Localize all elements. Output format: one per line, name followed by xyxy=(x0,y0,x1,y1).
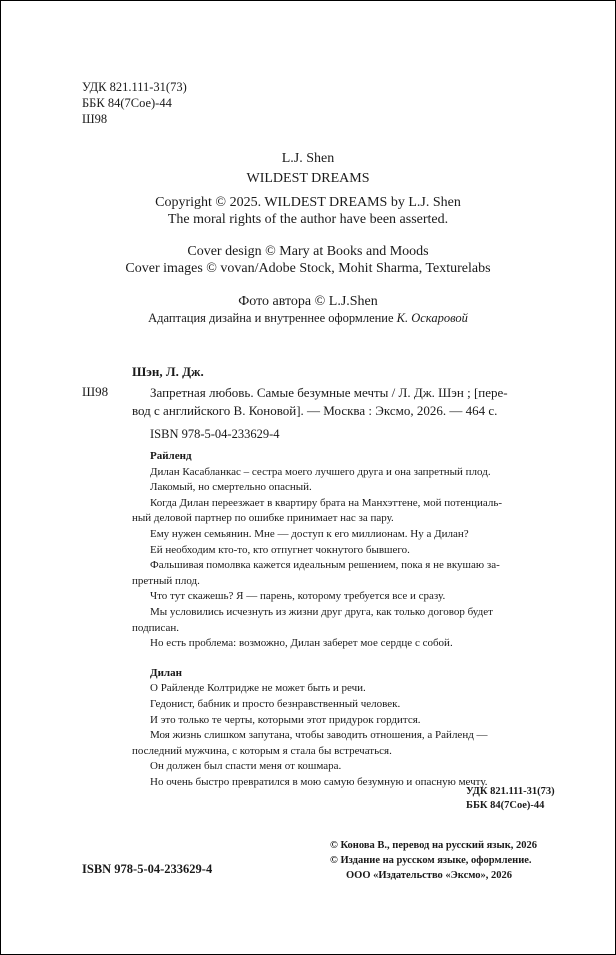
catalog-author-mark: Ш98 xyxy=(82,384,109,399)
dylan-line: Он должен был спасти меня от кошмара. xyxy=(150,760,342,773)
credits-en xyxy=(0,150,616,327)
isbn-bottom: ISBN 978-5-04-233629-4 xyxy=(82,862,213,876)
copyright-line: Copyright © 2025. WILDEST DREAMS by L.J. Shen xyxy=(155,195,461,210)
adaptation-text: Адаптация дизайна и внутреннее оформление xyxy=(148,311,394,325)
ryland-line: Мы условились исчезнуть из жизни друг друга, как только договор будет xyxy=(150,605,493,618)
adaptation-line xyxy=(0,310,616,327)
dylan-line: Но очень быстро превратился в мою самую безумную и опасную мечту. xyxy=(150,775,488,788)
codes-right xyxy=(466,785,555,813)
dylan-line: И это только те черты, которыми этот придурок гордится. xyxy=(150,713,421,726)
copyright-block xyxy=(330,838,537,883)
ryland-line: Дилан Касабланкас – сестра моего лучшего друга и она запретный плод. xyxy=(150,465,491,478)
bbk-code-right: ББК 84(7Сое)-44 xyxy=(466,800,545,811)
ryland-line: претный плод. xyxy=(132,574,200,587)
dylan-line: Моя жизнь слишком запутана, чтобы заводить отношения, а Райленд — xyxy=(150,729,488,742)
ryland-line: ный деловой партнер по ошибке принимает нас за пару. xyxy=(132,512,394,525)
dylan-line: О Райленде Колтридже не может быть и речи. xyxy=(150,682,366,695)
moral-rights: The moral rights of the author have been asserted. xyxy=(167,212,449,227)
udk-code: УДК 821.111-31(73) xyxy=(82,80,187,94)
catalog-title-1: Запретная любовь. Самые безумные мечты / Л. Дж. Шэн ; [пере- xyxy=(150,385,508,400)
ryland-line: Лакомый, но смертельно опасный. xyxy=(150,481,312,494)
catalog-author: Шэн, Л. Дж. xyxy=(132,364,204,379)
dylan-line: Гедонист, бабник и просто безнравственный человек. xyxy=(150,697,401,710)
ryland-line: Ему нужен семьянин. Мне — доступ к его миллионам. Ну а Дилан? xyxy=(150,527,469,540)
catalog-title-2: вод с английского В. Коновой]. — Москва : Эксмо, 2026. — 464 с. xyxy=(132,403,498,418)
ryland-line: подписан. xyxy=(132,621,179,634)
copyright-publisher: ООО «Издательство «Эксмо», 2026 xyxy=(346,870,513,881)
catalog-isbn: ISBN 978-5-04-233629-4 xyxy=(150,427,280,441)
cover-images: Cover images © vovan/Adobe Stock, Mohit Sharma, Texturelabs xyxy=(125,261,491,276)
dylan-heading: Дилан xyxy=(150,666,182,679)
bbk-code: ББК 84(7Сое)-44 xyxy=(82,96,172,110)
ryland-line: Но есть проблема: возможно, Дилан заберет мое сердце с собой. xyxy=(150,637,453,650)
ryland-line: Когда Дилан переезжает в квартиру брата на Манхэттене, мой потенциаль- xyxy=(150,496,503,509)
dylan-line: последний мужчина, с которым я стала бы встречаться. xyxy=(132,744,392,757)
title-en: WILDEST DREAMS xyxy=(246,171,370,186)
cover-design: Cover design © Mary at Books and Moods xyxy=(187,244,429,259)
ryland-heading: Райленд xyxy=(150,450,192,462)
adaptation-person: К. Оскаровой xyxy=(396,311,468,325)
author-mark: Ш98 xyxy=(82,112,108,126)
udk-code-right: УДК 821.111-31(73) xyxy=(466,786,555,797)
ryland-line: Что тут скажешь? Я — парень, которому требуется все и сразу. xyxy=(150,590,446,603)
copyright-translation: © Конова В., перевод на русский язык, 2026 xyxy=(330,840,538,851)
ryland-line: Ей необходим кто-то, кто отпугнет чокнутого бывшего. xyxy=(150,543,410,556)
author-en: L.J. Shen xyxy=(281,151,335,166)
copyright-edition: © Издание на русском языке, оформление. xyxy=(330,855,532,866)
annotation-block xyxy=(132,449,540,790)
author-photo: Фото автора © L.J.Shen xyxy=(238,294,378,309)
ryland-line: Фальшивая помолвка кажется идеальным решением, пока я не вкушаю за- xyxy=(150,559,500,572)
